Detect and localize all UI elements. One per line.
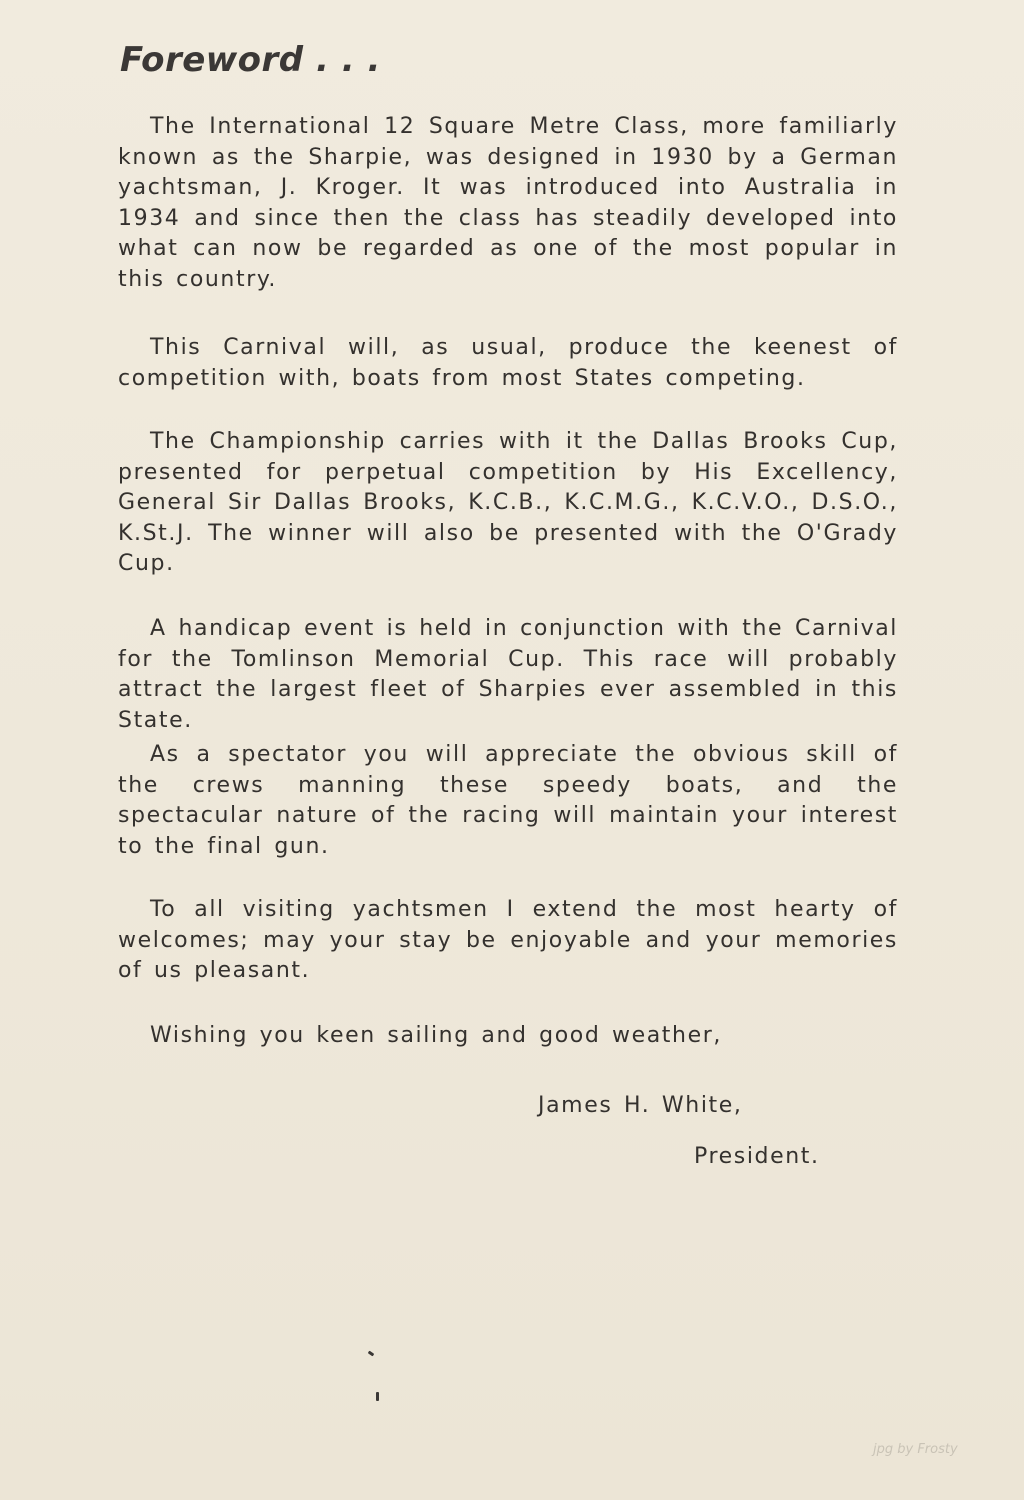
paragraph-closing: Wishing you keen sailing and good weather, bbox=[150, 1023, 722, 1048]
paragraph-class-history: The International 12 Square Metre Class, more familiarly known as the Sharpie, was designed in 1930 by a German yachtsman, J. Kroger. It was introduced into Australia in 1934 and since then the class has steadily developed into what can now be regarded as one of the most popular in this country. bbox=[118, 114, 898, 292]
paragraph-carnival: This Carnival will, as usual, produce the keenest of competition with, boats from most States competing. bbox=[118, 335, 898, 391]
paragraph-spectator: As a spectator you will appreciate the obvious skill of the crews manning these speedy boats, and the spectacular nature of the racing will maintain your interest to the final gun. bbox=[118, 742, 898, 859]
paragraph-championship: The Championship carries with it the Dallas Brooks Cup, presented for perpetual competition by His Excellency, General Sir Dallas Brooks, K.C.B., K.C.M.G., K.C.V.O., D.S.O., K.St.J. The winner will also be presented with the O'Grady Cup. bbox=[118, 429, 898, 576]
paragraph-welcome: To all visiting yachtsmen I extend the most hearty of welcomes; may your stay be enjoyable and your memories of us pleasant. bbox=[118, 897, 898, 983]
page-title: Foreword . . . bbox=[120, 40, 381, 80]
ink-speck bbox=[368, 1351, 375, 1357]
ink-speck bbox=[376, 1392, 379, 1401]
watermark: jpg by Frosty bbox=[873, 1442, 958, 1457]
paragraph-handicap-event: A handicap event is held in conjunction with the Carnival for the Tomlinson Memorial Cup. This race will probably attract the largest fleet of Sharpies ever assembled in this State. bbox=[118, 616, 898, 733]
signature-name: James H. White, bbox=[538, 1093, 743, 1118]
signature-title: President. bbox=[694, 1144, 820, 1169]
